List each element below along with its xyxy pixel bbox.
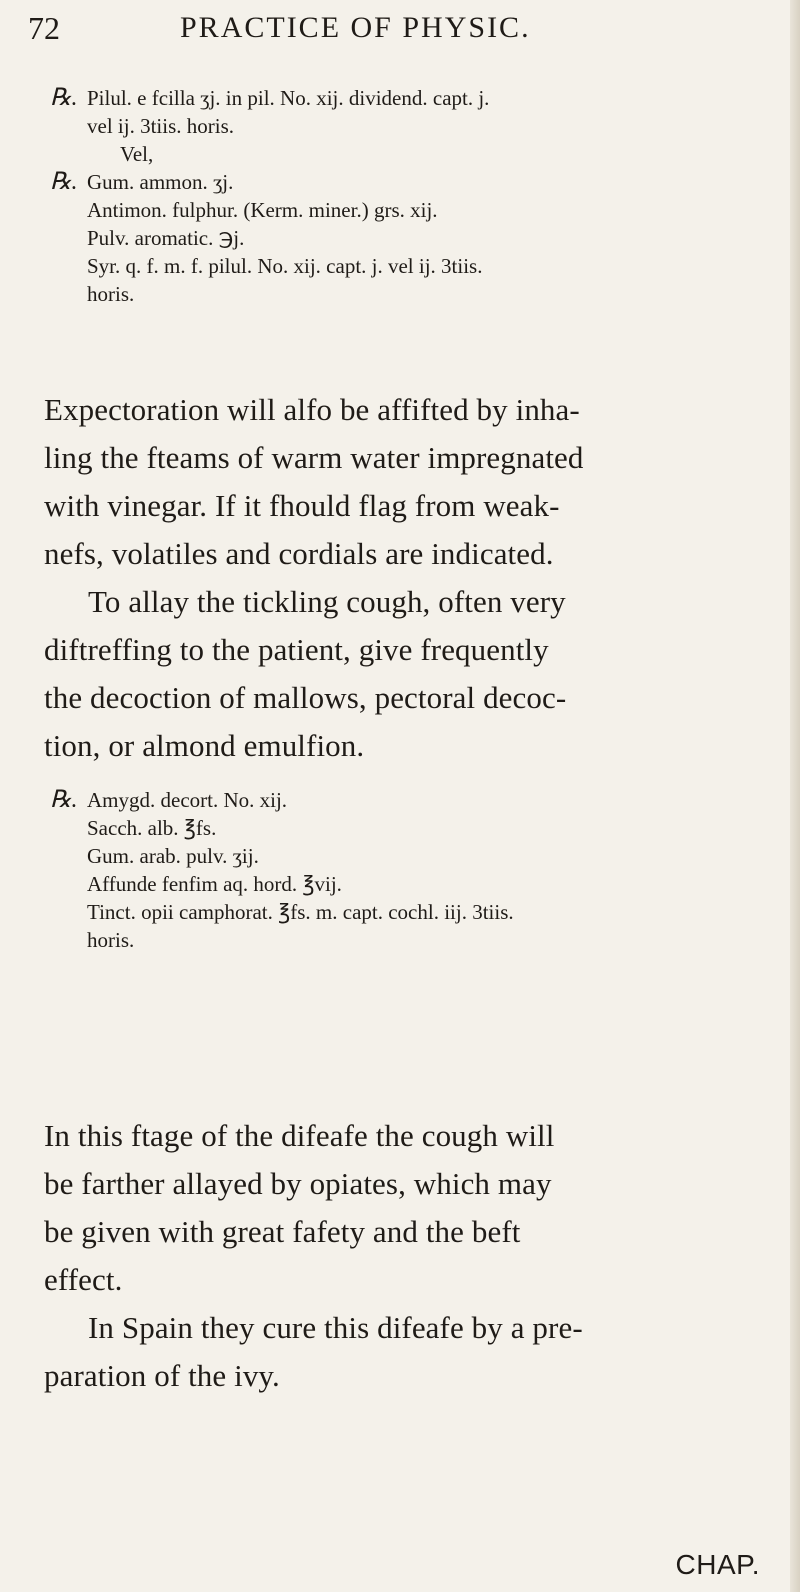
page-number: 72 bbox=[28, 10, 60, 46]
recipe-text: Vel, bbox=[120, 142, 154, 166]
text-line: Expectoration will alfo be affifted by inha- bbox=[44, 392, 580, 427]
recipe-line bbox=[60, 926, 514, 954]
text-line: be farther allayed by opiates, which may bbox=[44, 1166, 552, 1201]
recipe-line bbox=[60, 870, 514, 898]
recipe-symbol: ℞. bbox=[50, 169, 78, 195]
recipe-line bbox=[60, 112, 489, 140]
text-line: diftreffing to the patient, give frequently bbox=[44, 632, 549, 667]
text-line: ling the fteams of warm water impregnated bbox=[44, 440, 584, 475]
text-line: the decoction of mallows, pectoral decoc- bbox=[44, 680, 567, 715]
text-line: In this ftage of the difeafe the cough will bbox=[44, 1118, 555, 1153]
recipe-line bbox=[60, 196, 489, 224]
recipe-line bbox=[60, 252, 489, 280]
text-line: In Spain they cure this difeafe by a pre- bbox=[88, 1310, 583, 1345]
recipe-symbol: ℞. bbox=[50, 85, 78, 111]
paragraph bbox=[44, 1112, 764, 1304]
recipe-text: Gum. arab. pulv. ʒij. bbox=[87, 844, 259, 868]
text-line: To allay the tickling cough, often very bbox=[88, 584, 566, 619]
recipe-text: Amygd. decort. No. xij. bbox=[87, 788, 288, 812]
recipe-text: Pulv. aromatic. ℈j. bbox=[87, 226, 245, 250]
recipe-block-2 bbox=[50, 786, 514, 954]
recipe-text: horis. bbox=[87, 928, 135, 952]
paragraph bbox=[44, 578, 764, 770]
recipe-line bbox=[60, 898, 514, 926]
catchword: CHAP. bbox=[675, 1549, 760, 1580]
recipe-text: Affunde fenfim aq. hord. ℥vij. bbox=[87, 872, 342, 896]
text-line: effect. bbox=[44, 1262, 123, 1297]
recipe-text: Antimon. fulphur. (Kerm. miner.) grs. xij. bbox=[87, 198, 438, 222]
recipe-line bbox=[50, 84, 490, 112]
running-head: PRACTICE OF PHYSIC. bbox=[180, 11, 531, 44]
recipe-text: horis. bbox=[87, 282, 135, 306]
page-header bbox=[28, 10, 768, 46]
recipe-text: Pilul. e fcilla ʒj. in pil. No. xij. dividend. capt. j. bbox=[87, 86, 490, 110]
recipe-text: vel ij. 3tiis. horis. bbox=[87, 114, 234, 138]
text-line: paration of the ivy. bbox=[44, 1358, 280, 1393]
page-edge bbox=[790, 0, 800, 1592]
recipe-line bbox=[60, 842, 514, 870]
body-paragraphs-top bbox=[44, 386, 764, 770]
recipe-text: Sacch. alb. ℥fs. bbox=[87, 816, 217, 840]
paragraph bbox=[44, 386, 764, 578]
recipe-line bbox=[60, 280, 489, 308]
body-paragraphs-bottom bbox=[44, 1112, 764, 1400]
recipe-block-1 bbox=[50, 84, 490, 308]
recipe-line bbox=[60, 814, 514, 842]
text-line: tion, or almond emulfion. bbox=[44, 728, 365, 763]
recipe-text: Syr. q. f. m. f. pilul. No. xij. capt. j. vel ij. 3tiis. bbox=[87, 254, 483, 278]
text-line: be given with great fafety and the beft bbox=[44, 1214, 521, 1249]
recipe-symbol: ℞. bbox=[50, 787, 78, 813]
recipe-line bbox=[60, 140, 489, 168]
recipe-line bbox=[50, 786, 514, 814]
recipe-line bbox=[50, 168, 489, 196]
recipe-text: Tinct. opii camphorat. ℥fs. m. capt. cochl. iij. 3tiis. bbox=[87, 900, 514, 924]
text-line: nefs, volatiles and cordials are indicated. bbox=[44, 536, 554, 571]
paragraph bbox=[44, 1304, 764, 1400]
text-line: with vinegar. If it fhould flag from weak- bbox=[44, 488, 560, 523]
recipe-line bbox=[60, 224, 489, 252]
recipe-text: Gum. ammon. ʒj. bbox=[87, 170, 234, 194]
